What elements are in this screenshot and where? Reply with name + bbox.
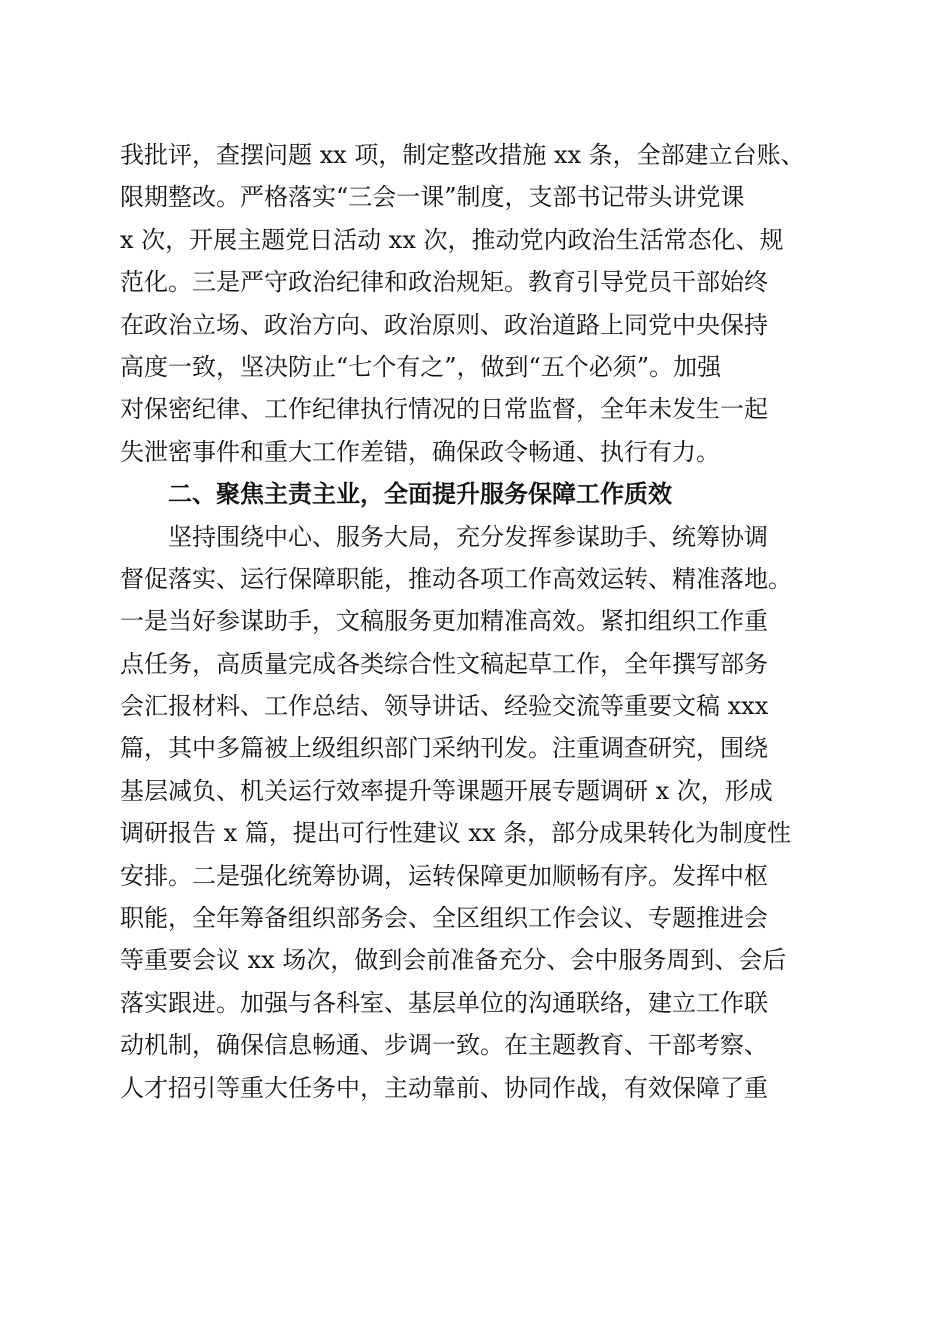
paragraph-line: 我批评，查摆问题 xx 项，制定整改措施 xx 条，全部建立台账、 xyxy=(120,141,805,169)
paragraph-line: 落实跟进。加强与各科室、基层单位的沟通联络，建立工作联 xyxy=(120,988,768,1017)
paragraph-line: 失泄密事件和重大工作差错，确保政令畅通、执行有力。 xyxy=(120,437,720,466)
paragraph-line: 范化。三是严守政治纪律和政治规矩。教育引导党员干部始终 xyxy=(120,268,768,297)
paragraph-line: 一是当好参谋助手，文稿服务更加精准高效。紧扣组织工作重 xyxy=(120,607,768,636)
document-body xyxy=(120,134,832,1109)
paragraph-line: 篇，其中多篇被上级组织部门采纳刊发。注重调查研究，围绕 xyxy=(120,734,768,763)
paragraph-line: 在政治立场、政治方向、政治原则、政治道路上同党中央保持 xyxy=(120,310,768,339)
paragraph-line: 限期整改。严格落实“三会一课”制度，支部书记带头讲党课 xyxy=(120,183,745,212)
paragraph-line: 人才招引等重大任务中，主动靠前、协同作战，有效保障了重 xyxy=(120,1073,768,1102)
paragraph-line: 点任务，高质量完成各类综合性文稿起草工作，全年撰写部务 xyxy=(120,649,768,678)
paragraph-line: 调研报告 x 篇，提出可行性建议 xx 条，部分成果转化为制度性 xyxy=(120,819,792,848)
paragraph-line: x 次，开展主题党日活动 xx 次，推动党内政治生活常态化、规 xyxy=(120,225,784,254)
paragraph-line: 等重要会议 xx 场次，做到会前准备充分、会中服务周到、会后 xyxy=(120,946,787,975)
paragraph-line: 基层减负、机关运行效率提升等课题开展专题调研 x 次，形成 xyxy=(120,776,773,805)
paragraph-line: 会汇报材料、工作总结、领导讲话、经验交流等重要文稿 xxx xyxy=(120,692,769,721)
paragraph-line: 动机制，确保信息畅通、步调一致。在主题教育、干部考察、 xyxy=(120,1031,768,1060)
paragraph-line: 高度一致，坚决防止“七个有之”，做到“五个必须”。加强 xyxy=(120,352,722,381)
paragraph-line: 督促落实、运行保障职能，推动各项工作高效运转、精准落地。 xyxy=(120,564,792,593)
paragraph-line: 坚持围绕中心、服务大局，充分发挥参谋助手、统筹协调 xyxy=(168,522,768,551)
section-heading: 二、聚焦主责主业，全面提升服务保障工作质效 xyxy=(168,480,672,509)
paragraph-line: 安排。二是强化统筹协调，运转保障更加顺畅有序。发挥中枢 xyxy=(120,861,768,890)
paragraph-line: 职能，全年筹备组织部务会、全区组织工作会议、专题推进会 xyxy=(120,904,768,933)
paragraph-line: 对保密纪律、工作纪律执行情况的日常监督，全年未发生一起 xyxy=(120,395,768,424)
